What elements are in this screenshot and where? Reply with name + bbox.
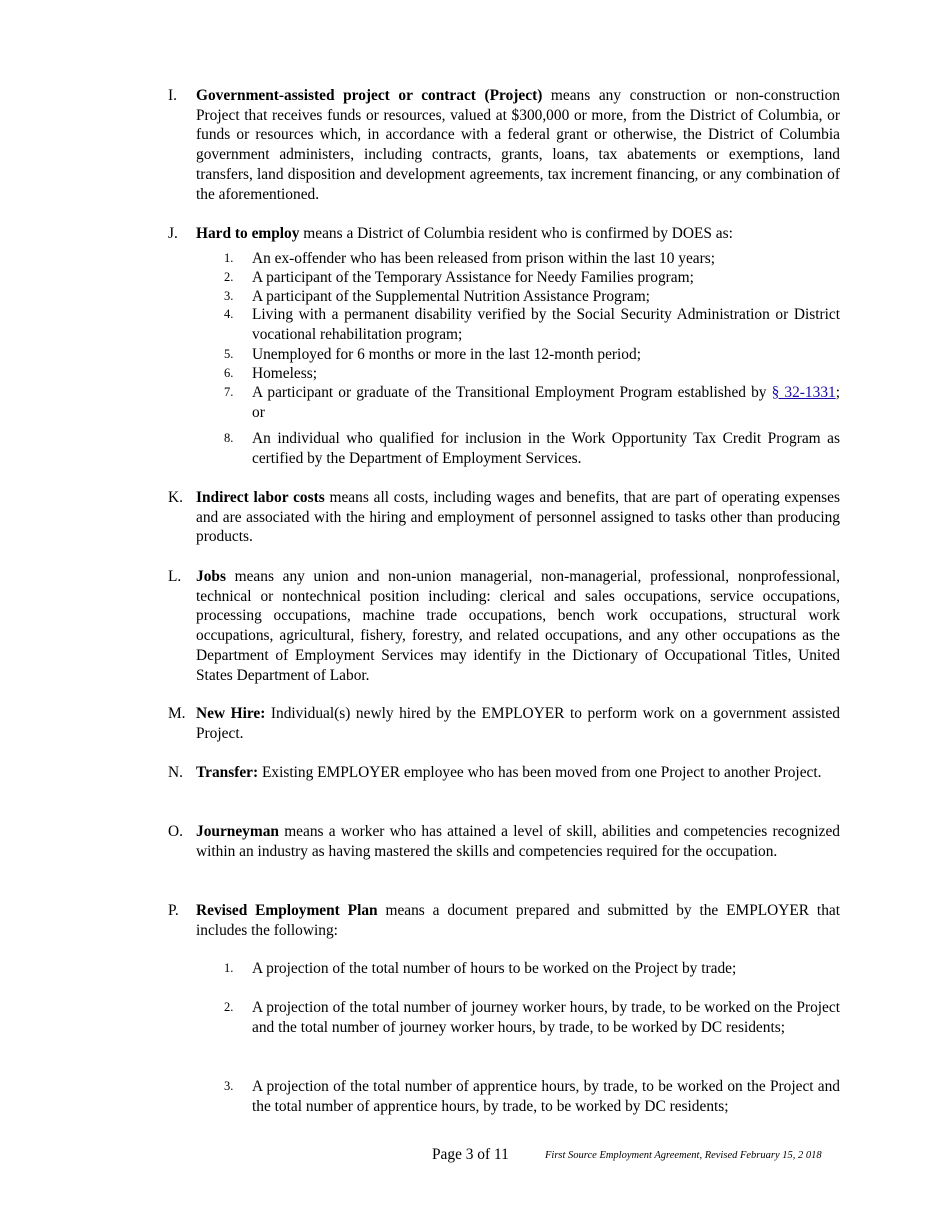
definition-body <box>196 86 840 204</box>
definition-text: means any construction or non-construction Project that receives funds or resources, valued at $300,000 or more, from the District of Columbia, or funds or resources which, in accordance with a federal grant or otherwise, the District of Columbia government administers, including contracts, grants, loans, tax abatements or exemptions, land transfers, land disposition and development agreements, tax increment financing, or any combination of the aforementioned. <box>196 87 840 203</box>
list-item <box>224 287 840 307</box>
definition-term: Indirect labor costs <box>196 489 325 506</box>
definition-body <box>196 488 840 547</box>
list-text: A participant of the Supplemental Nutrition Assistance Program; <box>252 288 650 305</box>
list-item <box>224 959 840 979</box>
definition-body <box>196 822 840 861</box>
statute-link[interactable]: § 32-1331 <box>771 384 836 401</box>
section-letter: O. <box>168 823 183 840</box>
list-item <box>224 429 840 468</box>
definition-text: means any union and non-union managerial, non-managerial, professional, nonprofessional, technical or nontechnical position including: clerical and sales occupations, service occupations, processing occupations, machine trade occupations, bench work occupations, structural work occupations, agricultural, fishery, forestry, and related occupations, and any other occupations as the Department of Employment Services may identify in the Dictionary of Occupational Titles, United States Department of Labor. <box>196 568 840 684</box>
definition-text: means all costs, including wages and benefits, that are part of operating expenses and are associated with the hiring and employment of personnel assigned to tasks other than producing products. <box>196 489 840 546</box>
list-number: 2. <box>224 270 234 284</box>
list-text: Living with a permanent disability verified by the Social Security Administration or District vocational rehabilitation program; <box>252 306 840 343</box>
list-text: An individual who qualified for inclusion in the Work Opportunity Tax Credit Program as certified by the Department of Employment Services. <box>252 430 840 467</box>
list-number: 5. <box>224 347 234 361</box>
list-number: 8. <box>224 431 234 445</box>
list-item <box>224 268 840 288</box>
list-text: Homeless; <box>252 365 317 382</box>
definition-body <box>196 763 840 783</box>
definition-text: means a worker who has attained a level of skill, abilities and competencies recognized within an industry as having mastered the skills and competencies required for the occupation. <box>196 823 840 860</box>
list-number: 6. <box>224 366 234 380</box>
list-number: 3. <box>224 1079 234 1093</box>
list-item <box>224 998 840 1037</box>
list-item <box>224 249 840 269</box>
list-item <box>224 364 840 384</box>
section-letter: P. <box>168 902 179 919</box>
section-letter: K. <box>168 489 183 506</box>
definition-o <box>168 822 840 861</box>
definition-body <box>196 901 840 940</box>
definition-j <box>168 224 840 244</box>
list-item <box>224 1077 840 1116</box>
definition-n <box>168 763 840 783</box>
section-letter: J. <box>168 225 178 242</box>
definition-p <box>168 901 840 940</box>
section-letter: N. <box>168 764 183 781</box>
list-text: An ex-offender who has been released from prison within the last 10 years; <box>252 250 716 267</box>
list-text: A projection of the total number of hours to be worked on the Project by trade; <box>252 960 737 977</box>
definition-l <box>168 567 840 685</box>
definition-m <box>168 704 840 743</box>
definition-text: means a District of Columbia resident who is confirmed by DOES as: <box>299 225 733 242</box>
list-number: 1. <box>224 251 234 265</box>
definition-text: means a document prepared and submitted by the EMPLOYER that includes the following: <box>196 902 841 939</box>
definition-term: Government-assisted project or contract (Project) <box>196 87 543 104</box>
list-text: A participant of the Temporary Assistance for Needy Families program; <box>252 269 694 286</box>
page-number: Page 3 of 11 <box>432 1146 509 1163</box>
list-text: A projection of the total number of journey worker hours, by trade, to be worked on the Project and the total number of journey worker hours, by trade, to be worked by DC residents; <box>252 999 840 1036</box>
list-number: 4. <box>224 307 234 321</box>
definition-term: Jobs <box>196 568 226 585</box>
section-letter: M. <box>168 705 186 722</box>
list-number: 2. <box>224 1000 234 1014</box>
list-text <box>252 383 840 422</box>
definition-body <box>196 224 840 244</box>
section-letter: I. <box>168 87 177 104</box>
definition-text: Individual(s) newly hired by the EMPLOYER to perform work on a government assisted Project. <box>196 705 840 742</box>
definition-term: Transfer: <box>196 764 259 781</box>
definition-term: Journeyman <box>196 823 279 840</box>
definition-text: Existing EMPLOYER employee who has been moved from one Project to another Project. <box>258 764 822 781</box>
list-item <box>224 305 840 344</box>
list-number: 3. <box>224 289 234 303</box>
list-item <box>224 383 840 422</box>
list-text: A projection of the total number of apprentice hours, by trade, to be worked on the Project and the total number of apprentice hours, by trade, to be worked by DC residents; <box>252 1078 840 1115</box>
section-letter: L. <box>168 568 182 585</box>
list-item <box>224 345 840 365</box>
definition-body <box>196 704 840 743</box>
document-title-footer: First Source Employment Agreement, Revised February 15, 2 018 <box>545 1150 822 1161</box>
list-text-part: A participant or graduate of the Transitional Employment Program established by <box>252 384 772 401</box>
definition-term: Hard to employ <box>196 225 300 242</box>
definition-term: New Hire: <box>196 705 266 722</box>
definition-i <box>168 86 840 204</box>
list-number: 7. <box>224 385 234 399</box>
definition-body <box>196 567 840 685</box>
definition-term: Revised Employment Plan <box>196 902 378 919</box>
definition-k <box>168 488 840 547</box>
list-text-part: ; or <box>252 384 840 421</box>
list-number: 1. <box>224 961 234 975</box>
list-text: Unemployed for 6 months or more in the last 12-month period; <box>252 346 641 363</box>
